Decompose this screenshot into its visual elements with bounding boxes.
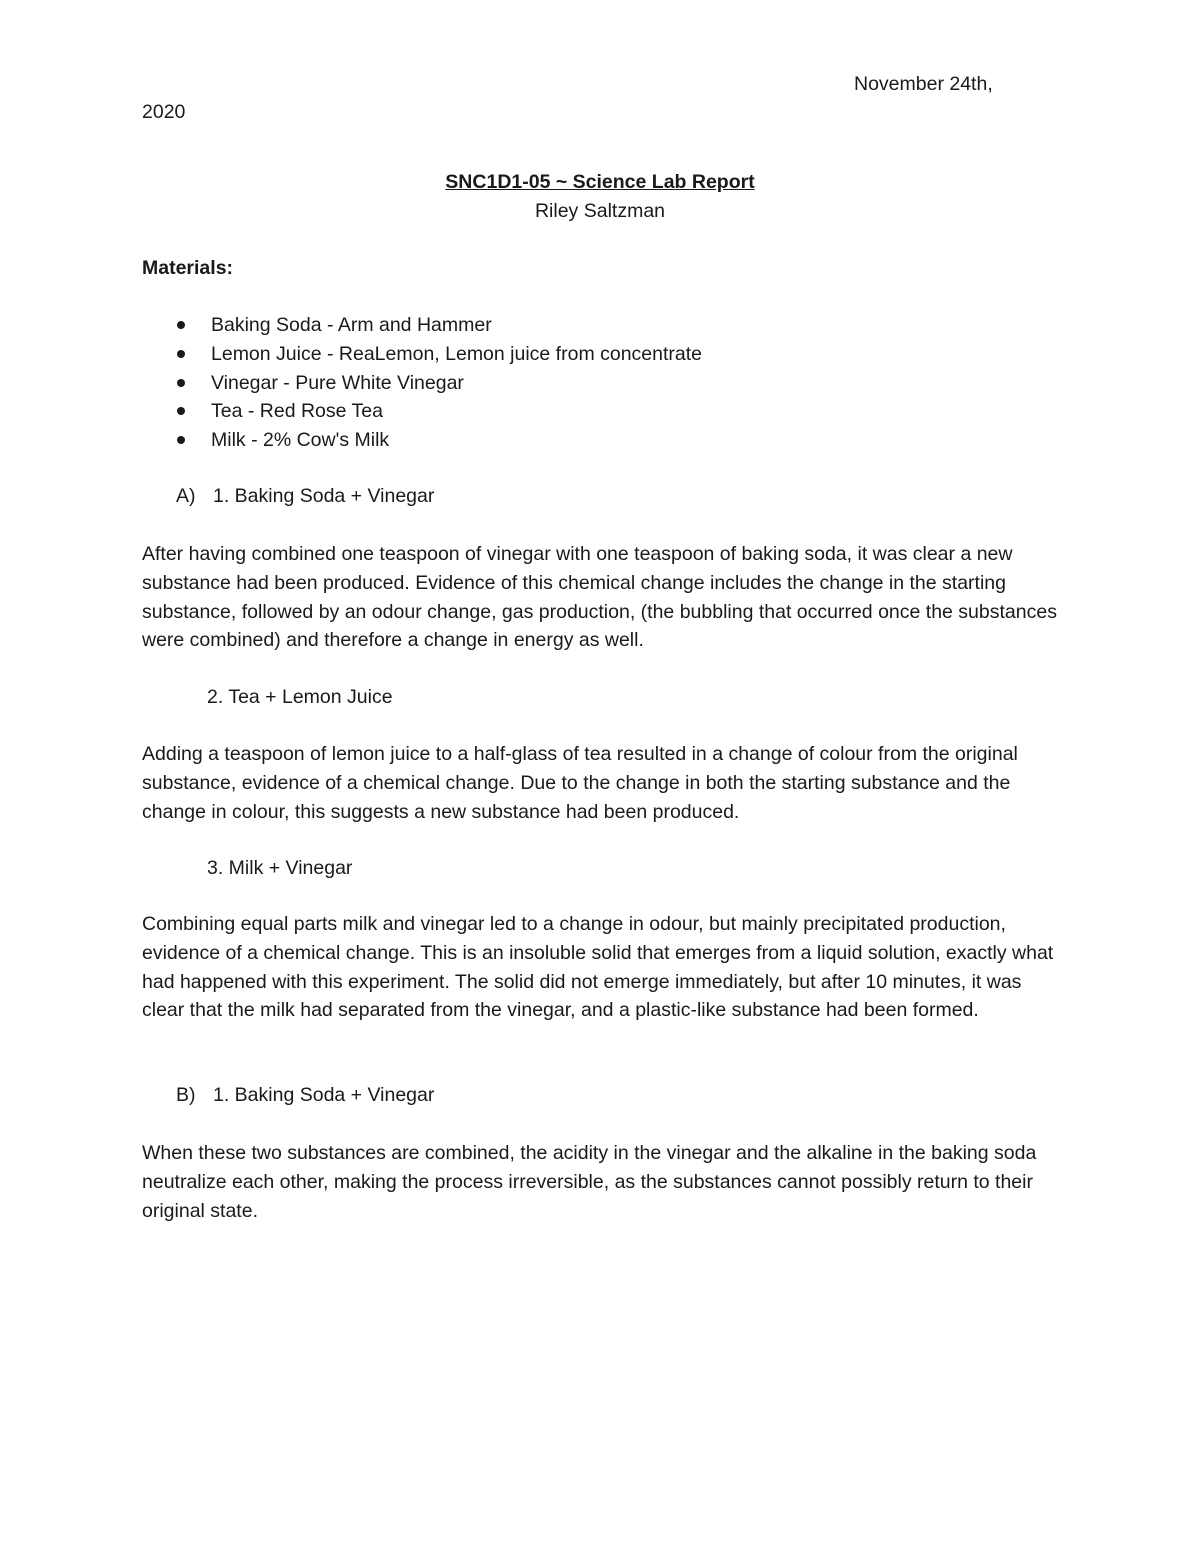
materials-list [142,311,702,455]
material-text: Lemon Juice - ReaLemon, Lemon juice from concentrate [211,342,703,365]
bullet-icon [177,407,185,415]
experiment-paragraph: After having combined one teaspoon of vinegar with one teaspoon of baking soda, it was clear a new substance had been produced. Evidence of this chemical change includes the change in the starting substance, followed by an odour change, gas production, (the bubbling that occurred once the substances were combined) and therefore a change in energy as well. [142,543,1057,652]
list-item [142,426,702,455]
experiment-label: 3. Milk + Vinegar [207,857,353,879]
experiment-label: 1. Baking Soda + Vinegar [213,1084,435,1106]
bullet-icon [177,436,185,444]
bullet-icon [177,350,185,358]
author-name: Riley Saltzman [534,200,666,222]
experiment-label: 2. Tea + Lemon Juice [207,686,393,708]
section-a-letter: A) [176,485,196,507]
material-text: Vinegar - Pure White Vinegar [211,371,464,394]
date-month-day: November 24th, [854,73,993,95]
experiment-paragraph: Adding a teaspoon of lemon juice to a half-glass of tea resulted in a change of colour from the original substance, evidence of a chemical change. Due to the change in both the starting substance and the change in colour, this suggests a new substance had been produced. [142,743,1018,823]
bullet-icon [177,379,185,387]
date-year: 2020 [142,101,186,123]
experiment-paragraph: When these two substances are combined, the acidity in the vinegar and the alkaline in the baking soda neutralize each other, making the process irreversible, as the substances cannot possibly return to their original state. [142,1142,1037,1222]
list-item [142,340,702,369]
bullet-icon [177,321,185,329]
list-item [142,369,702,398]
report-title: SNC1D1-05 ~ Science Lab Report [445,171,755,193]
experiment-label: 1. Baking Soda + Vinegar [213,485,435,507]
material-text: Tea - Red Rose Tea [211,400,383,423]
materials-heading: Materials: [142,257,234,279]
list-item [142,311,702,340]
section-a-heading [176,482,434,511]
section-b-letter: B) [176,1084,196,1106]
material-text: Milk - 2% Cow's Milk [211,429,390,452]
list-item [142,397,702,426]
material-text: Baking Soda - Arm and Hammer [211,314,492,336]
experiment-paragraph: Combining equal parts milk and vinegar led to a change in odour, but mainly precipitated production, evidence of a chemical change. This is an insoluble solid that emerges from a liquid solution, exactly what had happened with this experiment. The solid did not emerge immediately, but after 10 minutes, it was clear that the milk had separated from the vinegar, and a plastic-like substance had been formed. [142,913,1054,1022]
section-b-heading [176,1081,434,1110]
